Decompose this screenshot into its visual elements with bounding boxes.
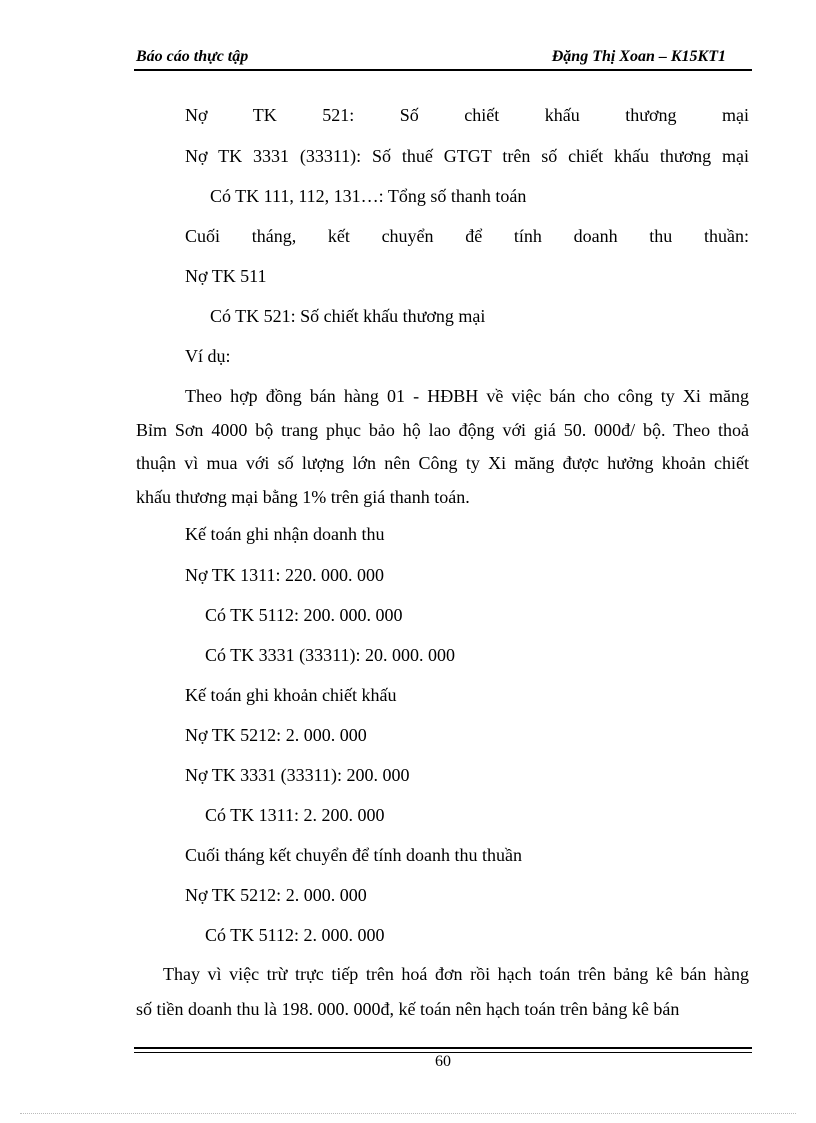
entry-debit-511: Nợ TK 511 (185, 266, 267, 286)
entry-debit-5212: Nợ TK 5212: 2. 000. 000 (185, 725, 367, 745)
entry-credit-111: Có TK 111, 112, 131…: Tổng số thanh toán (210, 186, 527, 206)
header-report-title: Báo cáo thực tập (136, 48, 249, 65)
entry-credit-5112-transfer: Có TK 5112: 2. 000. 000 (205, 925, 385, 945)
example-paragraph-line-1: Theo hợp đồng bán hàng 01 - HĐBH về việc bán cho công ty Xi măng (185, 386, 749, 406)
example-paragraph-line-2: Bỉm Sơn 4000 bộ trang phục bảo hộ lao động với giá 50. 000đ/ bộ. Theo thoả (136, 420, 749, 440)
closing-paragraph-line-2: số tiền doanh thu là 198. 000. 000đ, kế toán nên hạch toán trên bảng kê bán (136, 999, 680, 1019)
page-boundary (20, 1113, 796, 1114)
example-paragraph-line-4: khấu thương mại bằng 1% trên giá thanh toán. (136, 487, 470, 507)
page-number: 60 (435, 1053, 451, 1070)
entry-debit-521: Nợ TK 521: Số chiết khấu thương mại (185, 105, 749, 125)
header-author: Đặng Thị Xoan – K15KT1 (551, 48, 726, 65)
entry-debit-3331: Nợ TK 3331 (33311): Số thuế GTGT trên số chiết khấu thương mại (185, 146, 749, 166)
header-rule (134, 69, 752, 71)
example-paragraph-line-3: thuận vì mua với số lượng lớn nên Công ty Xi măng được hưởng khoản chiết (136, 453, 749, 473)
page-header (134, 48, 752, 72)
entry-credit-5112: Có TK 5112: 200. 000. 000 (205, 605, 403, 625)
entry-credit-521: Có TK 521: Số chiết khấu thương mại (210, 306, 486, 326)
entry-debit-1311: Nợ TK 1311: 220. 000. 000 (185, 565, 385, 585)
entry-debit-5212-transfer: Nợ TK 5212: 2. 000. 000 (185, 885, 367, 905)
example-heading: Ví dụ: (185, 346, 231, 366)
month-end-transfer: Cuối tháng, kết chuyển để tính doanh thu thuần: (185, 226, 749, 246)
closing-paragraph-line-1: Thay vì việc trừ trực tiếp trên hoá đơn rồi hạch toán trên bảng kê bán hàng (163, 964, 749, 984)
discount-heading: Kế toán ghi khoản chiết khấu (185, 685, 397, 705)
month-end-heading: Cuối tháng kết chuyển để tính doanh thu thuần (185, 845, 522, 865)
entry-credit-3331: Có TK 3331 (33311): 20. 000. 000 (205, 645, 455, 665)
entry-debit-3331-discount: Nợ TK 3331 (33311): 200. 000 (185, 765, 410, 785)
entry-credit-1311: Có TK 1311: 2. 200. 000 (205, 805, 385, 825)
footer-rule (134, 1047, 752, 1049)
revenue-recognition-heading: Kế toán ghi nhận doanh thu (185, 524, 385, 544)
